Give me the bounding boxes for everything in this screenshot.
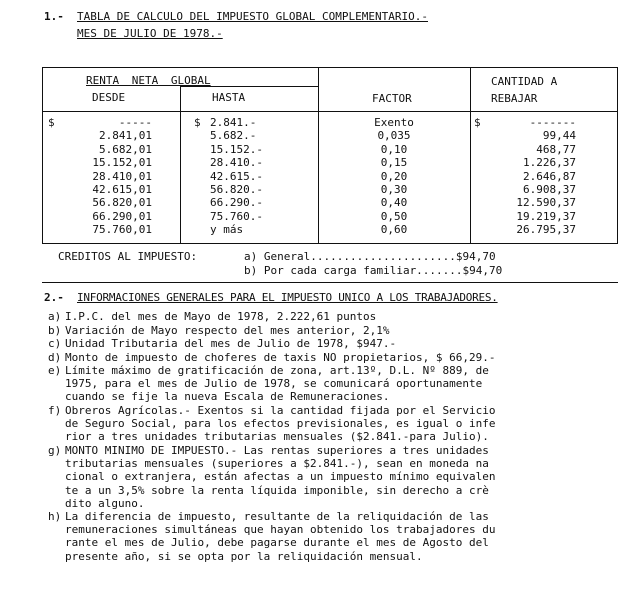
table-cell-factor: Exento — [374, 116, 414, 129]
table-cell-desde: 15.152,01 — [92, 156, 152, 170]
table-cell-factor: 0,035 — [377, 129, 411, 143]
table-cell-hasta: 75.760.- — [210, 209, 263, 223]
list-item-text: Monto de impuesto de choferes de taxis NO propietarios, $ 66,29.- — [65, 351, 496, 364]
table-cell-desde: 2.841,01 — [99, 129, 152, 143]
table-cell-hasta: 15.152.- — [210, 142, 263, 156]
table-cell-desde: 56.820,01 — [92, 196, 152, 210]
header-renta-neta-global: RENTA NETA GLOBAL — [86, 74, 211, 87]
table-cell-hasta: y más — [210, 223, 244, 237]
section-2-title: INFORMACIONES GENERALES PARA EL IMPUESTO UNICO A LOS TRABAJADORES. — [77, 291, 498, 304]
credits-bottom-rule — [42, 282, 618, 283]
credito-carga-familiar: b) Por cada carga familiar.......$94,70 — [244, 264, 503, 277]
table-cell-rebajar: 26.795,37 — [516, 223, 576, 237]
list-item-label: d) — [48, 351, 62, 364]
table-cell-hasta: 2.841.- — [210, 116, 257, 129]
column-divider-hasta-factor — [318, 67, 319, 244]
column-divider-factor-rebajar — [470, 67, 471, 244]
creditos-label: CREDITOS AL IMPUESTO: — [58, 250, 198, 263]
header-cantidad: CANTIDAD A — [491, 75, 558, 88]
list-item-text: MONTO MINIMO DE IMPUESTO.- Las rentas superiores a tres unidades tributarias mensuales (superiores a $2.841.-), sean en moneda na cional o extranjera, están afectas a un impuesto mínimo equivalen te a un 3,5% sobre la renta líquida imponible, sin derecho a crè dito alguno. — [65, 444, 496, 510]
table-cell-rebajar: 99,44 — [542, 129, 576, 143]
table-cell-factor: 0,15 — [380, 156, 408, 170]
table-cell-rebajar: 19.219,37 — [516, 209, 576, 223]
table-cell-desde: 42.615,01 — [92, 182, 152, 196]
table-cell-hasta: 5.682.- — [210, 129, 257, 143]
list-item-label: f) — [48, 404, 62, 417]
section-2-number: 2.- — [44, 291, 64, 304]
column-desde — [60, 116, 152, 237]
table-cell-factor: 0,40 — [380, 196, 408, 210]
list-item-text: Unidad Tributaria del mes de Julio de 1978, $947.- — [65, 337, 397, 350]
hasta-currency: $ — [194, 116, 201, 129]
list-item-label: h) — [48, 510, 62, 523]
table-cell-desde: 5.682,01 — [99, 142, 152, 156]
table-cell-factor: 0,10 — [380, 142, 408, 156]
header-desde: DESDE — [92, 91, 126, 104]
column-rebajar — [486, 116, 576, 237]
table-cell-rebajar: 6.908,37 — [523, 182, 576, 196]
table-cell-rebajar: 468,77 — [536, 142, 576, 156]
rebajar-currency: $ — [474, 116, 481, 129]
section-1-number: 1.- — [44, 10, 64, 23]
table-cell-factor: 0,60 — [380, 223, 408, 237]
list-item-label: a) — [48, 310, 62, 323]
section-1-subtitle: MES DE JULIO DE 1978.- — [77, 27, 223, 40]
table-cell-rebajar: 2.646,87 — [523, 169, 576, 183]
table-cell-desde: 28.410,01 — [92, 169, 152, 183]
list-item-text: Obreros Agrícolas.- Exentos si la cantidad fijada por el Servicio de Seguro Social, para los efectos previsionales, es igual o infe rior a tres unidades tributarias mensuales ($2.841.-para Julio). — [65, 404, 496, 444]
table-cell-rebajar: 12.590,37 — [516, 196, 576, 210]
list-item-label: e) — [48, 364, 62, 377]
desde-currency: $ — [48, 116, 55, 129]
list-item-text: Variación de Mayo respecto del mes anterior, 2,1% — [65, 324, 390, 337]
credito-general: a) General......................$94,70 — [244, 250, 496, 263]
header-rebajar: REBAJAR — [491, 92, 538, 105]
list-item-text: La diferencia de impuesto, resultante de la reliquidación de las remuneraciones simultáneas que hayan obtenido los trabajadores du rante el mes de Julio, debe pagarse durante el mes de Agosto del presente año, si se opta por la reliquidación mensual. — [65, 510, 496, 563]
list-item-label: b) — [48, 324, 62, 337]
header-factor: FACTOR — [372, 92, 412, 105]
table-cell-factor: 0,30 — [380, 182, 408, 196]
table-cell-desde: 75.760,01 — [92, 223, 152, 237]
table-cell-rebajar: 1.226,37 — [523, 156, 576, 170]
table-cell-hasta: 42.615.- — [210, 169, 263, 183]
table-header-divider — [42, 111, 618, 112]
column-hasta — [210, 116, 310, 237]
column-factor — [360, 116, 428, 237]
column-divider-desde-hasta — [180, 86, 181, 244]
table-cell-factor: 0,50 — [380, 209, 408, 223]
list-item-text: I.P.C. del mes de Mayo de 1978, 2.222,61 puntos — [65, 310, 377, 323]
table-cell-hasta: 66.290.- — [210, 196, 263, 210]
table-cell-hasta: 56.820.- — [210, 182, 263, 196]
table-cell-factor: 0,20 — [380, 169, 408, 183]
table-cell-rebajar: ------- — [529, 116, 576, 129]
section-1-title: TABLA DE CALCULO DEL IMPUESTO GLOBAL COMPLEMENTARIO.- — [77, 10, 428, 23]
list-item-label: c) — [48, 337, 62, 350]
table-cell-desde: 66.290,01 — [92, 209, 152, 223]
list-item-label: g) — [48, 444, 62, 457]
header-hasta: HASTA — [212, 91, 246, 104]
list-item-text: Límite máximo de gratificación de zona, art.13º, D.L. Nº 889, de 1975, para el mes de Julio de 1978, se comunicará oportunamente cuando se fije la nueva Escala de Remuneraciones. — [65, 364, 489, 404]
table-cell-desde: ----- — [118, 116, 152, 129]
table-cell-hasta: 28.410.- — [210, 156, 263, 170]
